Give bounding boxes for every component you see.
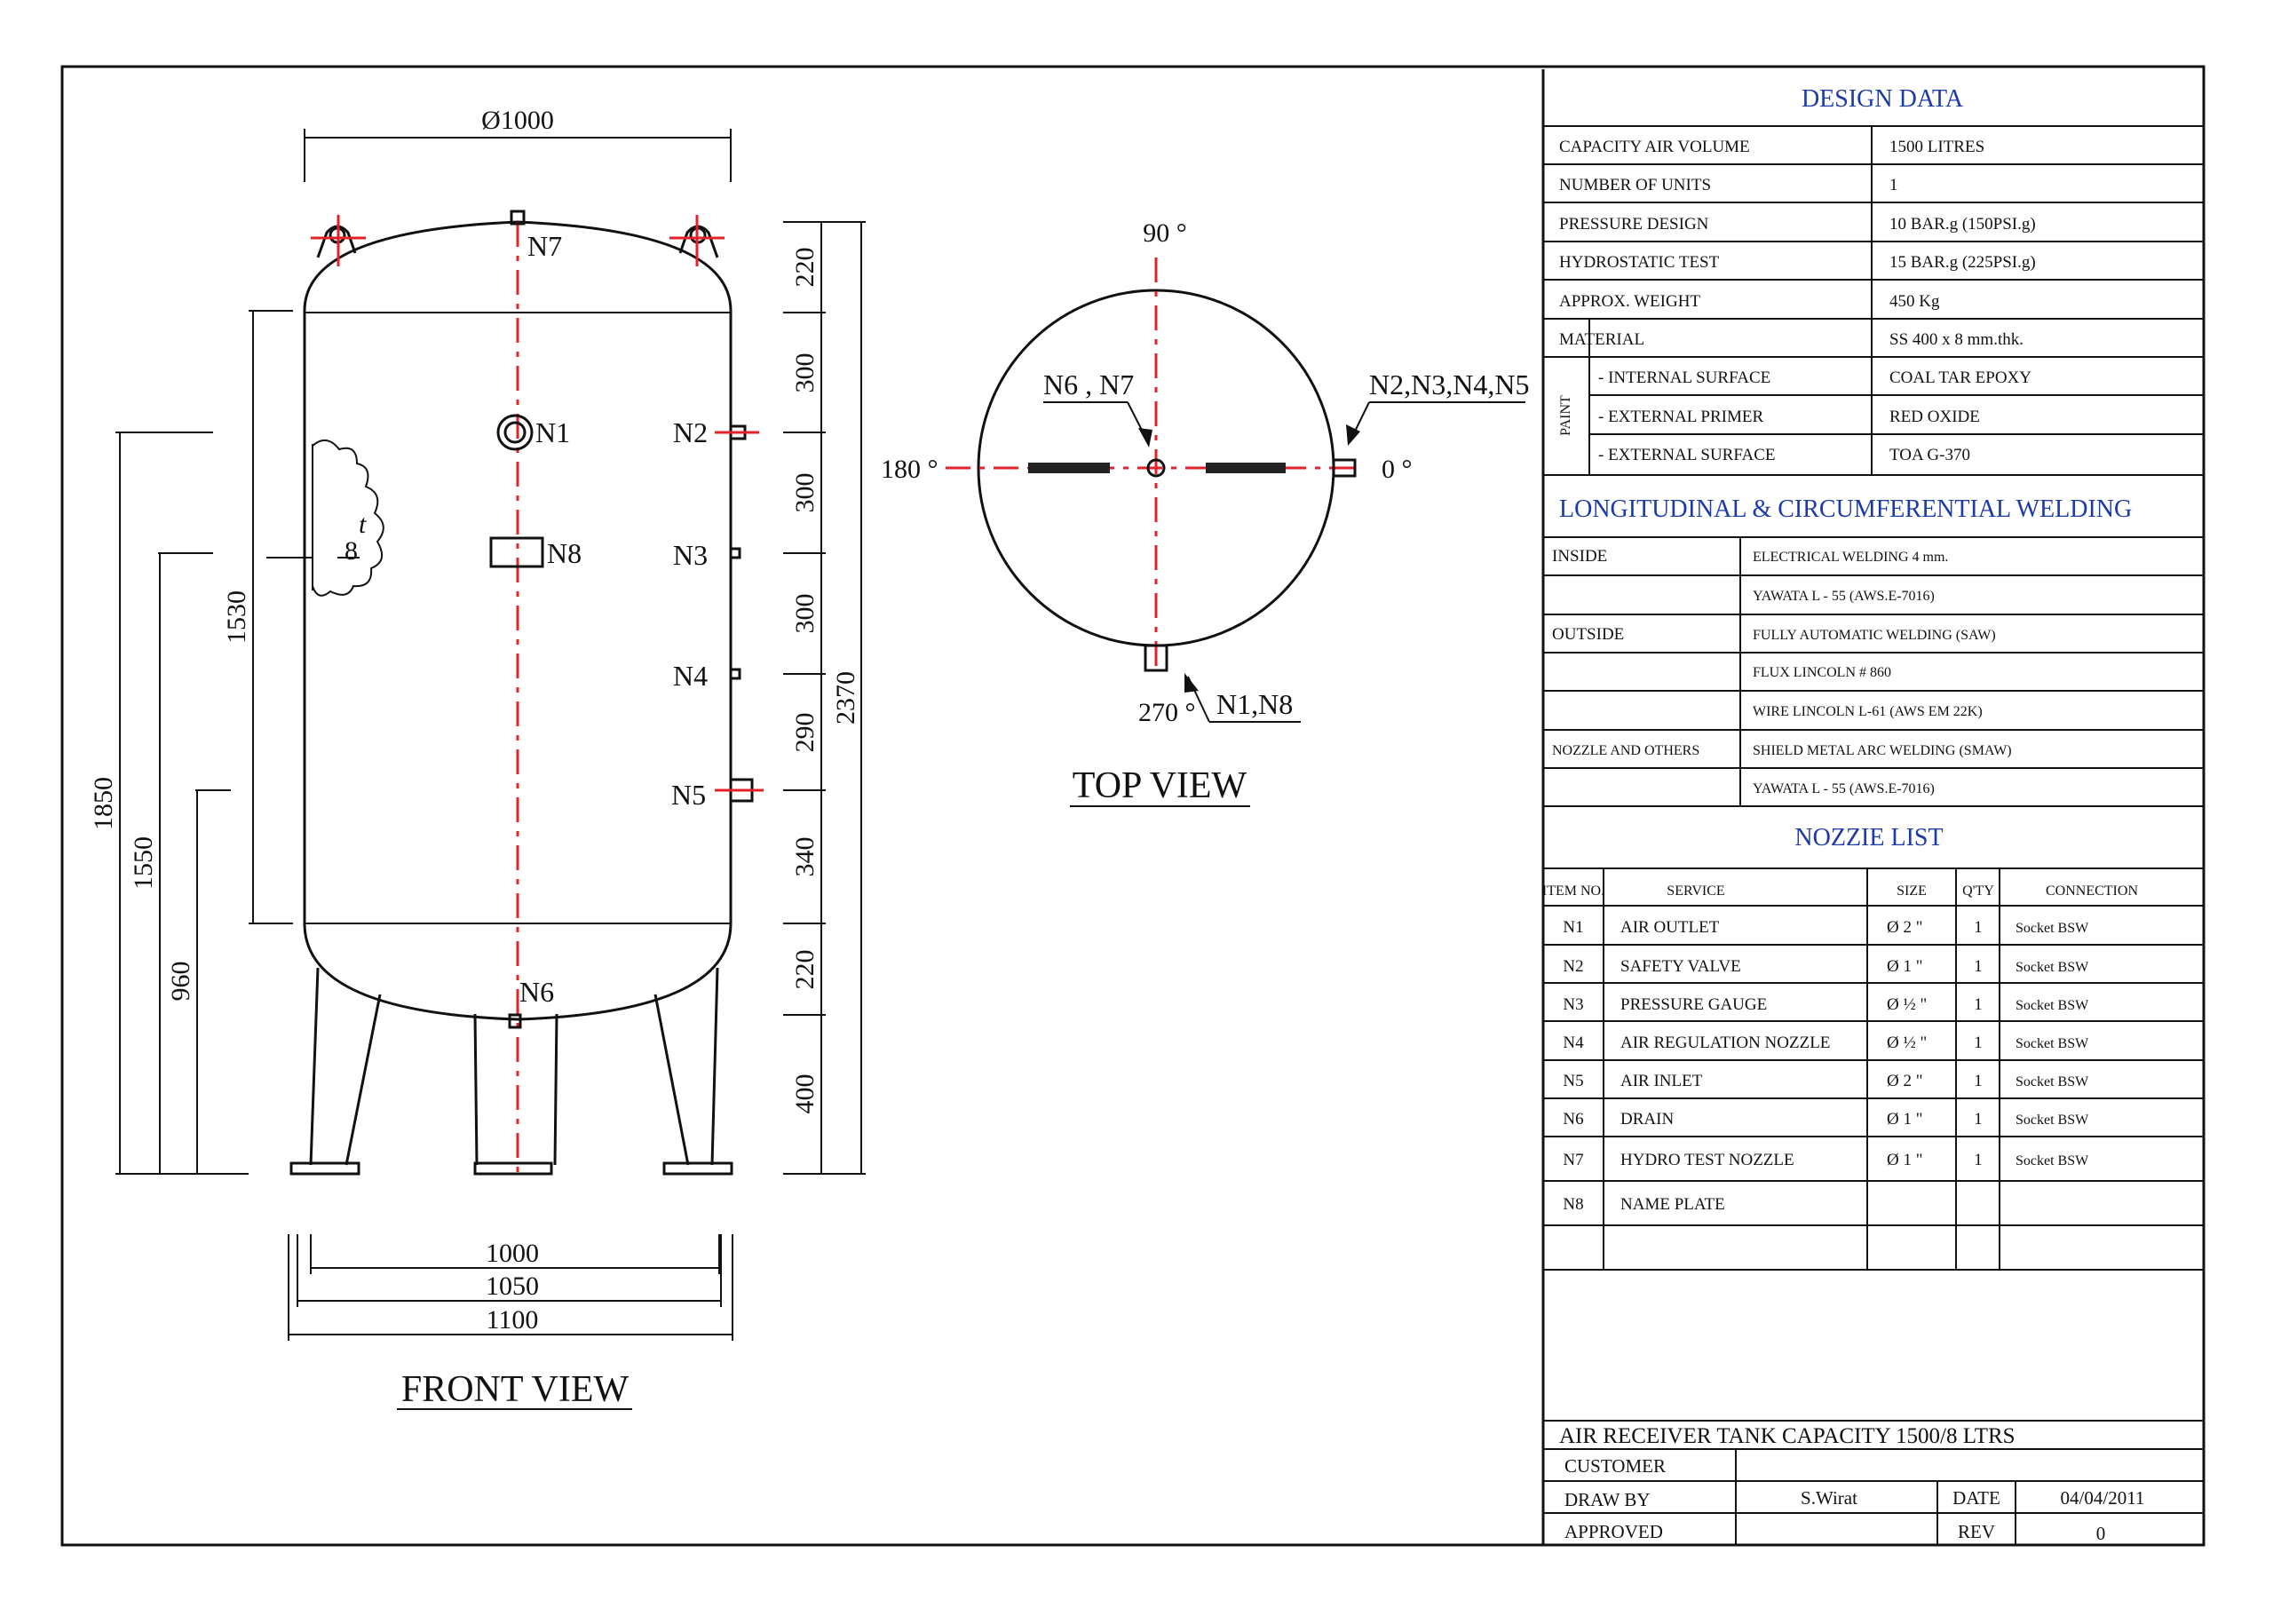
design-row-label: CAPACITY AIR VOLUME <box>1559 138 1750 156</box>
nozzle-service: AIR OUTLET <box>1620 918 1720 937</box>
front-view <box>89 106 866 1410</box>
label-n2: N2 <box>673 416 709 448</box>
nozzle-connection: Socket BSW <box>2016 960 2089 975</box>
design-row-value: 450 Kg <box>1889 292 1940 311</box>
dim-960: 960 <box>166 961 195 1002</box>
paint-row-label: - INTERNAL SURFACE <box>1598 368 1771 387</box>
dim-300-b: 300 <box>790 472 820 513</box>
welding-row-value: SHIELD METAL ARC WELDING (SMAW) <box>1753 743 2012 758</box>
date-value: 04/04/2011 <box>2060 1487 2145 1509</box>
nozzle-size: Ø ½ " <box>1887 1034 1928 1052</box>
nozzle-item: N2 <box>1563 957 1584 976</box>
welding-row-label: OUTSIDE <box>1552 625 1625 644</box>
nozzle-item: N3 <box>1563 995 1584 1014</box>
nozzle-service: AIR INLET <box>1620 1072 1703 1090</box>
nozzle-connection: Socket BSW <box>2016 998 2089 1013</box>
nozzle-list-title: NOZZIE LIST <box>1794 824 1944 852</box>
draw-by-value: S.Wirat <box>1801 1487 1857 1509</box>
nozzle-service: PRESSURE GAUGE <box>1620 995 1768 1014</box>
nozzle-list-table <box>1542 824 2204 1270</box>
leg-center <box>475 1014 557 1165</box>
lifting-lug-right <box>669 215 725 266</box>
label-n3: N3 <box>673 539 709 571</box>
top-view <box>881 218 1529 806</box>
nozzle-qty: 1 <box>1974 957 1983 976</box>
title-block <box>1543 1421 2204 1545</box>
customer-label: CUSTOMER <box>1564 1455 1666 1477</box>
design-data-table <box>1543 85 2204 475</box>
dim-220-top: 220 <box>790 247 820 288</box>
nozzle-service: HYDRO TEST NOZZLE <box>1620 1151 1794 1169</box>
nozzle-qty: 1 <box>1974 918 1983 937</box>
rev-value: 0 <box>2095 1523 2106 1544</box>
nozzle-item: N6 <box>1563 1110 1584 1129</box>
dim-300-c: 300 <box>790 593 820 634</box>
nozzle-qty: 1 <box>1974 1034 1983 1052</box>
nozzle-size: Ø 1 " <box>1887 1110 1923 1129</box>
paint-row-value: TOA G-370 <box>1889 446 1970 464</box>
approved-label: APPROVED <box>1564 1521 1663 1542</box>
thickness-value: 8 <box>345 536 358 566</box>
design-data-title: DESIGN DATA <box>1801 85 1964 113</box>
draw-by-label: DRAW BY <box>1564 1489 1651 1510</box>
welding-row-value: YAWATA L - 55 (AWS.E-7016) <box>1753 781 1935 796</box>
rev-label: REV <box>1958 1521 1995 1542</box>
top-view-title: TOP VIEW <box>1072 765 1247 806</box>
design-row-value: 1500 LITRES <box>1889 138 1985 156</box>
design-row-value: SS 400 x 8 mm.thk. <box>1889 330 2024 349</box>
front-view-title: FRONT VIEW <box>400 1369 630 1410</box>
welding-title: LONGITUDINAL & CIRCUMFERENTIAL WELDING <box>1559 495 2133 523</box>
nozzle-service: SAFETY VALVE <box>1620 957 1741 976</box>
nozzle-item: N4 <box>1563 1034 1584 1052</box>
design-row-label: HYDROSTATIC TEST <box>1559 253 1720 272</box>
lifting-lug-left <box>311 215 366 266</box>
col-header-connection: CONNECTION <box>2046 883 2138 899</box>
diameter-label: Ø1000 <box>481 106 554 135</box>
paint-row-label: - EXTERNAL PRIMER <box>1598 408 1764 426</box>
paint-label: PAINT <box>1558 395 1573 436</box>
paint-row-label: - EXTERNAL SURFACE <box>1598 446 1776 464</box>
nozzle-connection: Socket BSW <box>2016 1074 2089 1089</box>
nozzle-service: DRAIN <box>1620 1110 1675 1129</box>
nozzle-qty: 1 <box>1974 1072 1983 1090</box>
nozzle-service: NAME PLATE <box>1620 1195 1725 1214</box>
leg-pad-right <box>1206 463 1286 473</box>
angle-90: 90 ° <box>1143 218 1187 248</box>
nozzle-item: N8 <box>1563 1195 1584 1214</box>
thickness-detail-cloud <box>313 440 384 596</box>
welding-row-value: FLUX LINCOLN # 860 <box>1753 665 1891 680</box>
nozzle-size: Ø 1 " <box>1887 957 1923 976</box>
dim-220-bottom: 220 <box>790 949 820 990</box>
welding-row-value: YAWATA L - 55 (AWS.E-7016) <box>1753 589 1935 604</box>
dim-400: 400 <box>790 1073 820 1114</box>
welding-row-value: FULLY AUTOMATIC WELDING (SAW) <box>1753 628 1996 643</box>
nozzle-size: Ø 1 " <box>1887 1151 1923 1169</box>
nozzle-qty: 1 <box>1974 995 1983 1014</box>
dim-1050: 1050 <box>486 1271 539 1301</box>
col-header-item: ITEM NO. <box>1541 883 1605 899</box>
label-n4: N4 <box>673 660 709 692</box>
top-label-bottom: N1,N8 <box>1216 688 1294 720</box>
col-header-service: SERVICE <box>1667 883 1725 899</box>
nozzle-item: N7 <box>1563 1151 1584 1169</box>
label-n8: N8 <box>547 537 582 569</box>
nozzle-size: Ø ½ " <box>1887 995 1928 1014</box>
angle-0: 0 ° <box>1382 455 1413 484</box>
top-label-right: N2,N3,N4,N5 <box>1369 368 1530 400</box>
dim-340: 340 <box>790 836 820 877</box>
nozzle-size: Ø 2 " <box>1887 918 1923 937</box>
welding-row-label: NOZZLE AND OTHERS <box>1552 743 1700 758</box>
dim-290: 290 <box>790 712 820 753</box>
welding-table <box>1543 495 2204 806</box>
drawing-title: AIR RECEIVER TANK CAPACITY 1500/8 LTRS <box>1559 1424 2016 1448</box>
dim-1100: 1100 <box>486 1305 539 1335</box>
welding-row-value: WIRE LINCOLN L-61 (AWS EM 22K) <box>1753 704 1983 719</box>
top-label-center: N6 , N7 <box>1043 368 1135 400</box>
nozzle-item: N1 <box>1563 918 1584 937</box>
dim-300-a: 300 <box>790 353 820 393</box>
date-label: DATE <box>1952 1487 2000 1509</box>
nozzle-n1 <box>498 416 532 449</box>
nozzle-service: AIR REGULATION NOZZLE <box>1620 1034 1831 1052</box>
welding-row-label: INSIDE <box>1552 547 1608 566</box>
nozzle-connection: Socket BSW <box>2016 921 2089 936</box>
design-row-label: PRESSURE DESIGN <box>1559 215 1709 234</box>
nozzle-size: Ø 2 " <box>1887 1072 1923 1090</box>
angle-270: 270 ° <box>1138 698 1196 727</box>
dim-1000: 1000 <box>486 1239 539 1268</box>
dim-1550: 1550 <box>129 836 158 890</box>
nozzle-connection: Socket BSW <box>2016 1036 2089 1051</box>
label-n6: N6 <box>519 976 555 1008</box>
label-n1: N1 <box>535 416 571 448</box>
dim-1850: 1850 <box>89 777 118 830</box>
design-row-label: NUMBER OF UNITS <box>1559 176 1712 194</box>
label-n5: N5 <box>671 779 707 811</box>
dim-1530: 1530 <box>222 590 251 644</box>
design-row-label: APPROX. WEIGHT <box>1559 292 1701 311</box>
design-row-value: 1 <box>1889 176 1898 194</box>
dim-2370: 2370 <box>831 671 860 725</box>
nozzle-connection: Socket BSW <box>2016 1113 2089 1128</box>
design-row-label: MATERIAL <box>1559 330 1645 349</box>
nozzle-connection: Socket BSW <box>2016 1153 2089 1168</box>
thickness-t-label: t <box>359 510 367 539</box>
design-row-value: 10 BAR.g (150PSI.g) <box>1889 215 2036 234</box>
nozzle-qty: 1 <box>1974 1151 1983 1169</box>
col-header-size: SIZE <box>1897 883 1927 899</box>
paint-row-value: COAL TAR EPOXY <box>1889 368 2031 387</box>
col-header-qty: Q'TY <box>1962 883 1994 899</box>
paint-row-value: RED OXIDE <box>1889 408 1980 426</box>
label-n7: N7 <box>527 230 563 262</box>
leg-pad-left <box>1028 463 1110 473</box>
design-row-value: 15 BAR.g (225PSI.g) <box>1889 253 2036 272</box>
angle-180: 180 ° <box>881 455 939 484</box>
welding-row-value: ELECTRICAL WELDING 4 mm. <box>1753 550 1949 565</box>
nozzle-item: N5 <box>1563 1072 1584 1090</box>
nozzle-qty: 1 <box>1974 1110 1983 1129</box>
